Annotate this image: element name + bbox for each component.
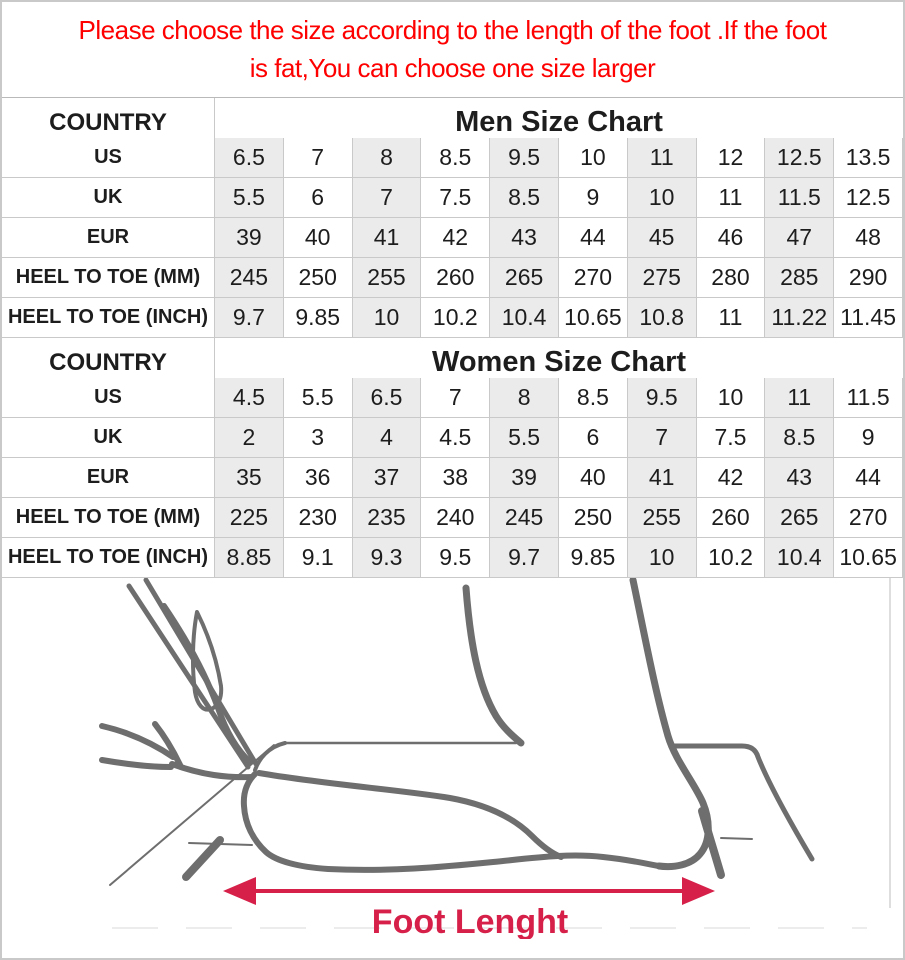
size-cell: 230 xyxy=(284,498,353,538)
row-label: HEEL TO TOE (MM) xyxy=(2,258,215,298)
size-cell: 11 xyxy=(697,298,766,338)
size-cell: 2 xyxy=(215,418,284,458)
size-cell: 10.8 xyxy=(628,298,697,338)
size-cell: 45 xyxy=(628,218,697,258)
size-cell: 10 xyxy=(697,378,766,418)
heel-tick-line xyxy=(721,838,752,839)
row-label: US xyxy=(2,138,215,178)
size-cell: 270 xyxy=(834,498,903,538)
size-cell: 9.5 xyxy=(421,538,490,578)
size-cell: 290 xyxy=(834,258,903,298)
size-cell: 260 xyxy=(421,258,490,298)
foot-length-arrow xyxy=(223,877,715,905)
row-label: HEEL TO TOE (INCH) xyxy=(2,538,215,578)
foot-hand-sketch xyxy=(102,580,812,885)
size-cell: 43 xyxy=(490,218,559,258)
size-cell: 245 xyxy=(215,258,284,298)
size-cell: 9.85 xyxy=(559,538,628,578)
size-cell: 10.4 xyxy=(765,538,834,578)
size-cell: 11 xyxy=(697,178,766,218)
size-cell: 260 xyxy=(697,498,766,538)
size-cell: 9 xyxy=(834,418,903,458)
size-cell: 39 xyxy=(215,218,284,258)
finger-line xyxy=(102,760,171,767)
notice-line-2: is fat,You can choose one size larger xyxy=(249,52,656,83)
toe-tick-mark xyxy=(186,840,220,877)
size-cell: 265 xyxy=(490,258,559,298)
back-leg-line xyxy=(633,580,708,867)
row-label: US xyxy=(2,378,215,418)
notice-line-1: Please choose the size according to the length of the foot .If the foot xyxy=(78,14,827,45)
foot-top-line xyxy=(259,773,561,857)
size-cell: 44 xyxy=(834,458,903,498)
size-cell: 11.22 xyxy=(765,298,834,338)
size-cell: 40 xyxy=(559,458,628,498)
sole-line xyxy=(244,774,665,870)
size-cell: 250 xyxy=(284,258,353,298)
size-cell: 5.5 xyxy=(284,378,353,418)
size-cell: 8 xyxy=(490,378,559,418)
size-cell: 11.5 xyxy=(834,378,903,418)
size-cell: 9.5 xyxy=(490,138,559,178)
size-cell: 11.45 xyxy=(834,298,903,338)
size-cell: 225 xyxy=(215,498,284,538)
size-cell: 9.5 xyxy=(628,378,697,418)
size-cell: 38 xyxy=(421,458,490,498)
size-cell: 42 xyxy=(421,218,490,258)
size-cell: 46 xyxy=(697,218,766,258)
size-cell: 10 xyxy=(559,138,628,178)
row-label: UK xyxy=(2,178,215,218)
size-cell: 8 xyxy=(353,138,422,178)
size-cell: 11 xyxy=(765,378,834,418)
size-cell: 9.3 xyxy=(353,538,422,578)
size-cell: 40 xyxy=(284,218,353,258)
size-cell: 12.5 xyxy=(834,178,903,218)
arrow-head-right-icon xyxy=(682,877,715,905)
size-cell: 270 xyxy=(559,258,628,298)
size-cell: 8.5 xyxy=(765,418,834,458)
size-cell: 10.65 xyxy=(559,298,628,338)
size-cell: 4.5 xyxy=(215,378,284,418)
size-cell: 8.5 xyxy=(559,378,628,418)
notice-banner xyxy=(2,2,903,98)
size-cell: 10.2 xyxy=(421,298,490,338)
size-cell: 5.5 xyxy=(490,418,559,458)
row-label: HEEL TO TOE (INCH) xyxy=(2,298,215,338)
size-cell: 9.7 xyxy=(490,538,559,578)
size-cell: 6 xyxy=(559,418,628,458)
women-table-title: Women Size Chart xyxy=(215,338,903,388)
row-label: EUR xyxy=(2,218,215,258)
heel-wall-line xyxy=(673,746,812,859)
size-cell: 10.2 xyxy=(697,538,766,578)
size-cell: 48 xyxy=(834,218,903,258)
size-cell: 255 xyxy=(628,498,697,538)
size-cell: 10 xyxy=(628,178,697,218)
row-label: EUR xyxy=(2,458,215,498)
size-cell: 250 xyxy=(559,498,628,538)
size-cell: 47 xyxy=(765,218,834,258)
men-size-table xyxy=(2,98,903,338)
size-cell: 43 xyxy=(765,458,834,498)
size-cell: 11.5 xyxy=(765,178,834,218)
size-cell: 41 xyxy=(628,458,697,498)
size-cell: 13.5 xyxy=(834,138,903,178)
toe-tick-line xyxy=(189,843,252,845)
foot-sketch xyxy=(2,578,903,939)
size-cell: 12.5 xyxy=(765,138,834,178)
foot-measure-diagram xyxy=(2,578,903,939)
size-cell: 39 xyxy=(490,458,559,498)
men-country-header: COUNTRY xyxy=(2,98,215,148)
men-table-title: Men Size Chart xyxy=(215,98,903,148)
size-cell: 9.85 xyxy=(284,298,353,338)
women-country-header: COUNTRY xyxy=(2,338,215,388)
size-cell: 36 xyxy=(284,458,353,498)
size-cell: 41 xyxy=(353,218,422,258)
size-cell: 4 xyxy=(353,418,422,458)
size-cell: 9.1 xyxy=(284,538,353,578)
size-cell: 235 xyxy=(353,498,422,538)
size-cell: 275 xyxy=(628,258,697,298)
size-cell: 10 xyxy=(353,298,422,338)
size-cell: 6.5 xyxy=(353,378,422,418)
size-cell: 6 xyxy=(284,178,353,218)
size-cell: 42 xyxy=(697,458,766,498)
size-cell: 7.5 xyxy=(421,178,490,218)
row-label: UK xyxy=(2,418,215,458)
size-cell: 7 xyxy=(421,378,490,418)
size-cell: 10.4 xyxy=(490,298,559,338)
size-cell: 9.7 xyxy=(215,298,284,338)
size-cell: 9 xyxy=(559,178,628,218)
size-cell: 4.5 xyxy=(421,418,490,458)
size-cell: 285 xyxy=(765,258,834,298)
arrow-head-left-icon xyxy=(223,877,256,905)
size-cell: 10 xyxy=(628,538,697,578)
size-cell: 7 xyxy=(628,418,697,458)
front-leg-line xyxy=(466,588,521,743)
size-cell: 8.5 xyxy=(421,138,490,178)
foot-length-label: Foot Lenght xyxy=(371,903,569,939)
size-cell: 35 xyxy=(215,458,284,498)
women-size-table xyxy=(2,338,903,578)
size-cell: 10.65 xyxy=(834,538,903,578)
size-cell: 265 xyxy=(765,498,834,538)
size-cell: 37 xyxy=(353,458,422,498)
size-cell: 245 xyxy=(490,498,559,538)
size-cell: 6.5 xyxy=(215,138,284,178)
size-cell: 280 xyxy=(697,258,766,298)
size-cell: 11 xyxy=(628,138,697,178)
size-cell: 255 xyxy=(353,258,422,298)
size-cell: 44 xyxy=(559,218,628,258)
size-cell: 7 xyxy=(284,138,353,178)
row-label: HEEL TO TOE (MM) xyxy=(2,498,215,538)
size-cell: 7 xyxy=(353,178,422,218)
size-cell: 5.5 xyxy=(215,178,284,218)
size-cell: 7.5 xyxy=(697,418,766,458)
size-cell: 12 xyxy=(697,138,766,178)
size-cell: 3 xyxy=(284,418,353,458)
size-cell: 240 xyxy=(421,498,490,538)
size-cell: 8.5 xyxy=(490,178,559,218)
size-cell: 8.85 xyxy=(215,538,284,578)
